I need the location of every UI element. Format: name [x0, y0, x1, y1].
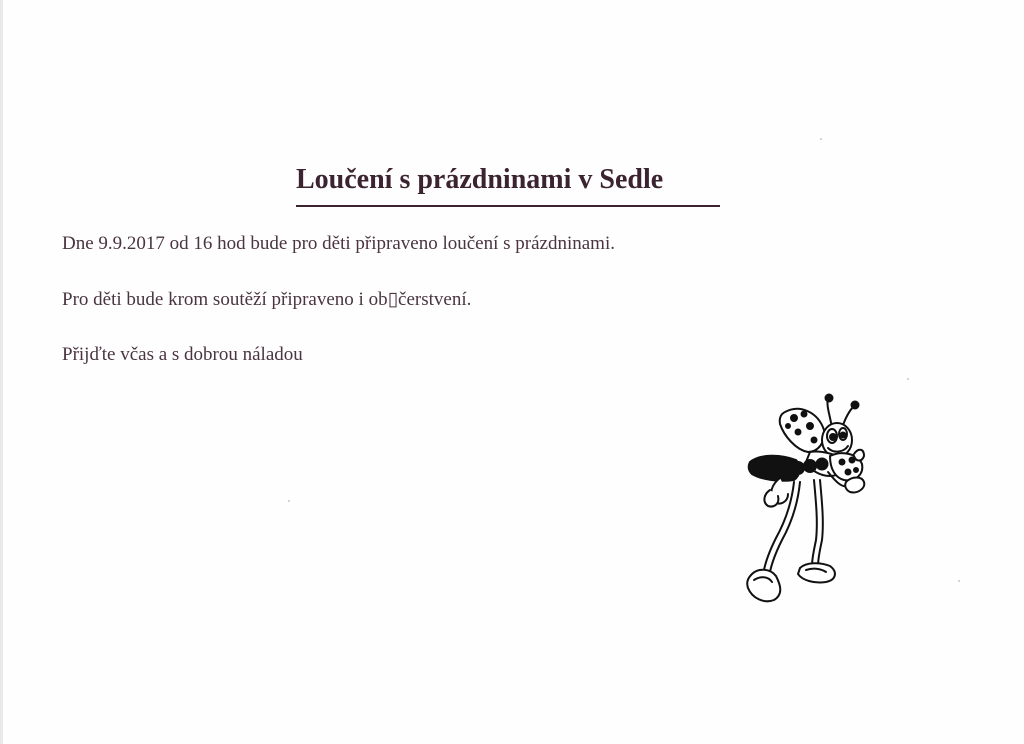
paragraph-date: Dne 9.9.2017 od 16 hod bude pro děti připraveno loučení s prázdninami. — [62, 233, 615, 254]
page-title: Loučení s prázdninami v Sedle — [296, 164, 664, 195]
scan-edge — [0, 0, 3, 744]
scan-speck — [288, 500, 290, 502]
title-underline — [296, 205, 720, 207]
paragraph-invitation: Přijďte včas a s dobrou náladou — [62, 344, 303, 365]
scan-speck — [958, 580, 960, 582]
scan-speck — [907, 378, 909, 380]
paragraph-refreshments: Pro děti bude krom soutěží připraveno i ob▯čerstvení. — [62, 289, 472, 310]
scan-speck — [820, 138, 822, 140]
ladybug-mascot-icon — [740, 390, 880, 615]
